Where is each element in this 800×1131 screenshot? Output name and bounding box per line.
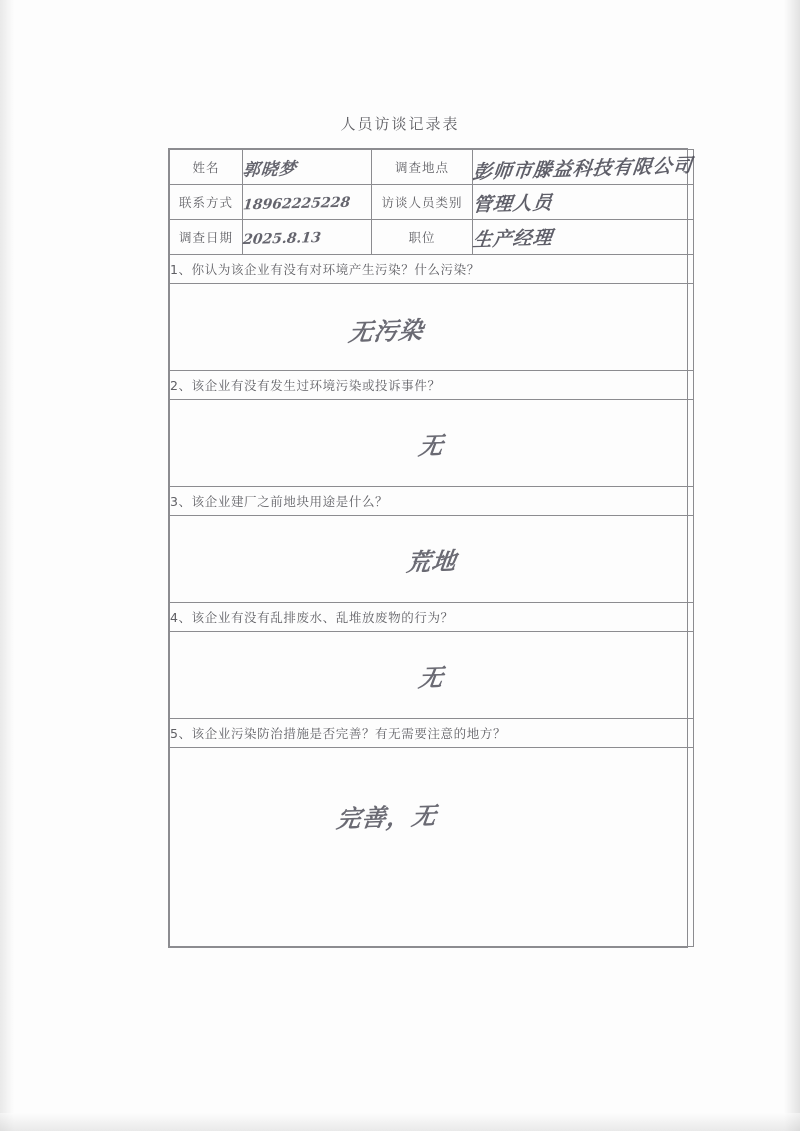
field-value-date [243,220,372,255]
document-title: 人员访谈记录表 [340,115,460,133]
field-label-location: 调查地点 [372,150,473,185]
field-value-name [243,150,372,185]
handwriting-name: 郭晓梦 [241,158,298,181]
question-body-4: 该企业有没有乱排废水、乱堆放废物的行为？ [191,610,454,625]
handwriting-position: 生产经理 [471,226,555,251]
form-row-date [170,220,694,255]
question-number-5: 5、 [170,726,192,741]
field-label-interviewee-type: 访谈人员类别 [372,185,473,220]
question-text-5 [170,719,694,748]
question-text-4 [170,603,694,632]
handwriting-answer-1: 无污染 [347,314,426,347]
question-number-2: 2、 [170,378,192,393]
field-value-interviewee-type [473,185,694,220]
field-value-contact [243,185,372,220]
answer-row-4 [170,632,694,719]
handwriting-answer-5: 完善，无 [334,800,439,834]
answer-cell-4 [170,632,694,719]
answer-row-5 [170,748,694,947]
answer-row-3 [170,516,694,603]
question-number-3: 3、 [170,494,192,509]
handwriting-answer-2: 无 [416,430,446,461]
question-row-2 [170,371,694,400]
answer-cell-5 [170,748,694,947]
form-row-name [170,150,694,185]
interview-record-form [168,148,694,948]
handwriting-contact: 18962225228 [242,194,351,213]
handwriting-answer-3: 荒地 [404,545,459,577]
scan-shadow-right [784,0,800,1131]
form-row-contact [170,185,694,220]
handwriting-answer-4: 无 [416,662,446,693]
question-row-5 [170,719,694,748]
field-value-location [473,150,694,185]
question-number-4: 4、 [170,610,192,625]
answer-cell-1 [170,284,694,371]
scan-shadow-bottom [0,1113,800,1131]
question-body-3: 该企业建厂之前地块用途是什么？ [191,494,389,509]
question-row-1 [170,255,694,284]
question-body-5: 该企业污染防治措施是否完善？有无需要注意的地方？ [191,726,507,741]
question-body-2: 该企业有没有发生过环境污染或投诉事件？ [191,378,441,393]
answer-cell-3 [170,516,694,603]
question-text-1 [170,255,694,284]
answer-row-1 [170,284,694,371]
question-number-1: 1、 [170,262,192,277]
scan-shadow-left [0,0,14,1131]
field-label-date: 调查日期 [170,220,243,255]
answer-row-2 [170,400,694,487]
field-label-name: 姓名 [170,150,243,185]
question-text-3 [170,487,694,516]
handwriting-date: 2025.8.13 [242,229,322,248]
question-body-1: 你认为该企业有没有对环境产生污染？什么污染？ [191,262,480,277]
handwriting-interviewee-type: 管理人员 [471,191,555,216]
field-label-contact: 联系方式 [170,185,243,220]
field-label-position: 职位 [372,220,473,255]
handwriting-location: 彭师市滕益科技有限公司 [471,154,694,184]
field-value-position [473,220,694,255]
answer-cell-2 [170,400,694,487]
question-row-4 [170,603,694,632]
question-row-3 [170,487,694,516]
question-text-2 [170,371,694,400]
